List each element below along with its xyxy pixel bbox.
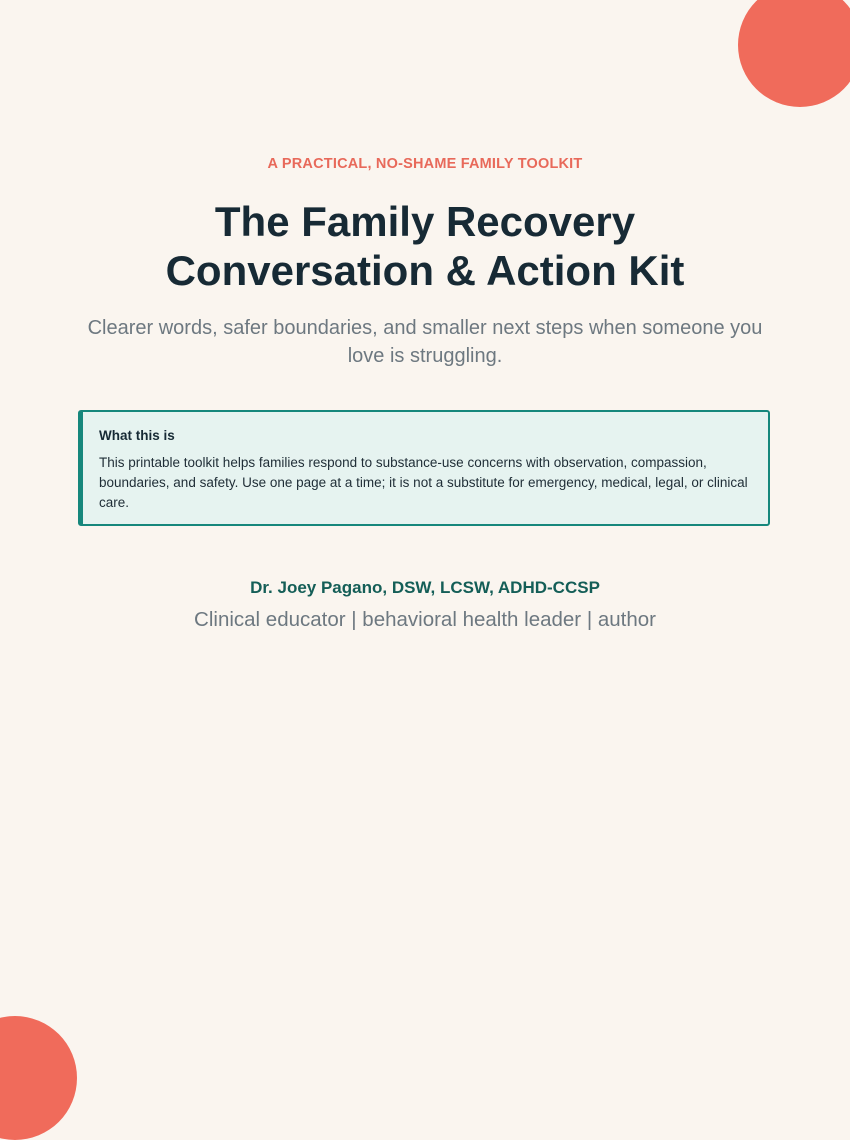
author-name: Dr. Joey Pagano, DSW, LCSW, ADHD-CCSP: [250, 578, 600, 597]
callout-heading: What this is: [99, 428, 175, 443]
eyebrow-label: A PRACTICAL, NO-SHAME FAMILY TOOLKIT: [267, 156, 583, 172]
decorative-circle-top-right: [738, 0, 850, 107]
title-line-2: Conversation & Action Kit: [165, 247, 685, 294]
page-title: [0, 197, 850, 295]
what-this-is-callout: [78, 410, 770, 526]
title-line-1: The Family Recovery: [214, 198, 636, 245]
decorative-circle-bottom-left: [0, 1016, 77, 1140]
subtitle: Clearer words, safer boundaries, and smaller next steps when someone you love is struggling.: [87, 317, 763, 367]
author-tagline: Clinical educator | behavioral health leader | author: [194, 608, 656, 631]
callout-body: This printable toolkit helps families respond to substance-use concerns with observation, compassion, boundaries, and safety. Use one page at a time; it is not a substitute for emergency, medical, legal, or clinical care.: [99, 455, 748, 510]
